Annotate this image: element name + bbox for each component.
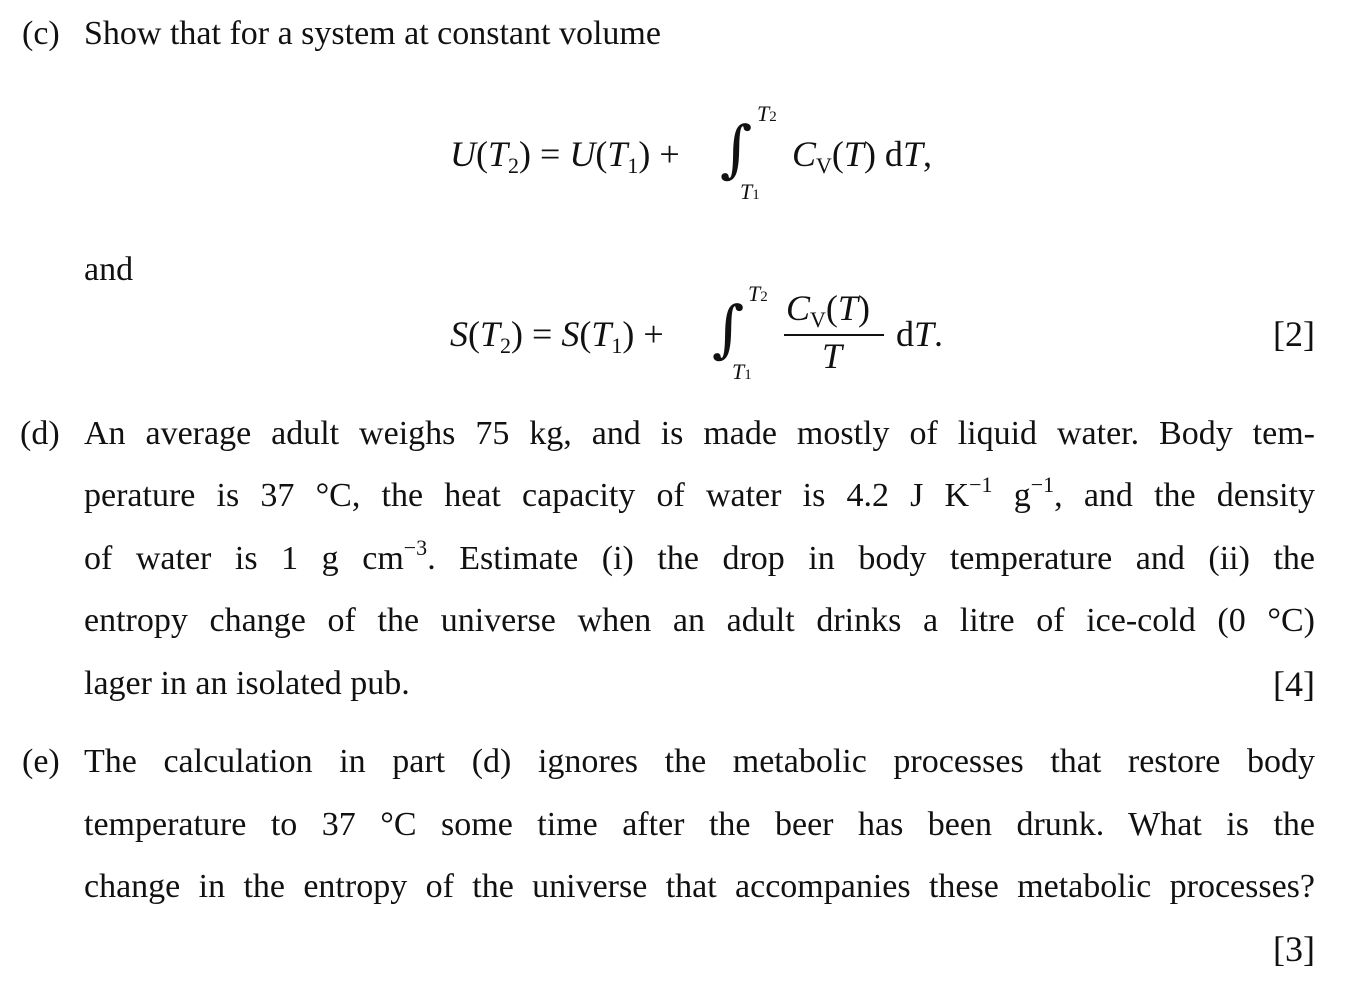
equation-internal-energy: $U(T_2) = U(T_1)$ + ∫ T2 T1 $C_V(T)$ dT, (450, 101, 932, 204)
part-c-marks: [2] (1273, 314, 1315, 354)
equation-entropy: $S(T_2) = S(T_1)$ + ∫ T2 T1 $C_V(T)$ T dT. (450, 281, 944, 384)
part-c-label: (c) (22, 15, 60, 52)
part-c-intro: Show that for a system at constant volume (84, 15, 661, 52)
part-d-marks: [4] (1273, 664, 1315, 704)
part-d-label: (d) (20, 415, 60, 452)
part-d-line-4: entropy change of the universe when an adult drinks a litre of ice-cold (0 °C) (84, 602, 1315, 639)
part-d-line-1: An average adult weighs 75 kg, and is made mostly of liquid water. Body tem- (84, 415, 1315, 452)
part-c-connector: and (84, 251, 134, 288)
part-e-line-3: change in the entropy of the universe that accompanies these metabolic processes? (84, 868, 1315, 905)
part-e-marks: [3] (1273, 929, 1315, 969)
part-d-line-5: lager in an isolated pub. (84, 665, 410, 702)
part-d-line-3: of water is 1 g $cm^{-3}$. Estimate (i) the drop in body temperature and (ii) the (84, 535, 1315, 577)
part-d-line-2: perature is 37 °C, the heat capacity of water is 4.2 J $K^{-1}$ $g^{-1}$, and the density (84, 472, 1316, 514)
part-e-line-2: temperature to 37 °C some time after the beer has been drunk. What is the (84, 806, 1315, 843)
part-e-label: (e) (22, 743, 60, 780)
part-e-line-1: The calculation in part (d) ignores the metabolic processes that restore body (84, 743, 1315, 780)
